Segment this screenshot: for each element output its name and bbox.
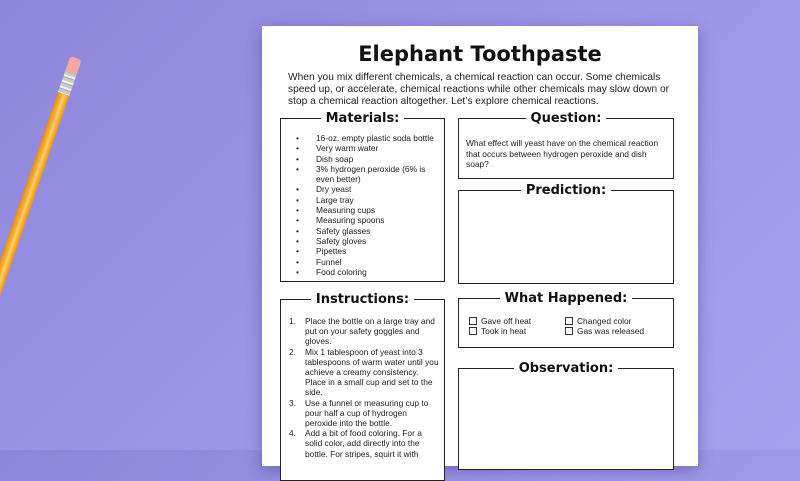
pencil-icon xyxy=(0,56,82,410)
list-item: • Measuring spoons xyxy=(291,215,441,225)
step-number: 2. xyxy=(289,346,296,357)
worksheet xyxy=(262,26,698,466)
list-item: • Very warm water xyxy=(291,143,441,153)
option-label: Gave off heat xyxy=(481,316,532,326)
option-gave-off-heat[interactable] xyxy=(469,316,531,326)
pencil-body xyxy=(0,92,69,376)
worksheet-title: Elephant Toothpaste xyxy=(358,42,602,66)
step-number: 1. xyxy=(289,316,296,326)
prediction-box xyxy=(458,183,674,284)
question-text: What effect will yeast have on the chemical reaction that occurs between hydrogen peroxide and dish soap? xyxy=(466,138,659,169)
materials-box xyxy=(280,111,445,282)
option-changed-color[interactable] xyxy=(565,316,631,326)
list-item: • Pipettes xyxy=(291,246,441,256)
list-item: • Dish soap xyxy=(291,154,441,164)
step-text: Place the bottle on a large tray and put on your safety goggles and gloves. xyxy=(305,316,435,347)
list-item: • Funnel xyxy=(291,257,441,267)
list-item xyxy=(289,316,439,347)
list-item: • Safety glasses xyxy=(291,226,441,236)
list-item: • Dry yeast xyxy=(291,184,441,194)
list-item xyxy=(289,428,439,459)
step-text: Use a funnel or measuring cup to pour half a cup of hydrogen peroxide into the bottle. xyxy=(305,397,429,429)
list-item xyxy=(289,398,439,429)
checkbox[interactable] xyxy=(565,317,573,325)
instructions-heading: Instructions: xyxy=(311,292,414,307)
step-text: Mix 1 tablespoon of yeast into 3 tablespoons of warm water until you achieve a creamy consistency. Place in a small cup and set to the side. xyxy=(305,346,439,398)
step-number: 3. xyxy=(289,397,296,408)
observation-box xyxy=(458,361,674,470)
question-heading: Question: xyxy=(526,111,607,126)
list-item: • Measuring cups xyxy=(291,205,441,215)
list-item: • 16-oz. empty plastic soda bottle xyxy=(291,133,441,143)
step-text: Add a bit of food coloring. For a solid color, add directly into the bottle. For stripes, squirt it with xyxy=(305,428,422,459)
list-item: • 3% hydrogen peroxide (6% is even better) xyxy=(291,164,441,185)
list-item: • Large tray xyxy=(291,195,441,205)
checkbox[interactable] xyxy=(469,317,477,325)
question-box xyxy=(458,111,674,179)
list-item: • Food coloring xyxy=(291,267,441,277)
option-label: Changed color xyxy=(577,316,632,326)
what-happened-box xyxy=(458,291,674,348)
step-number: 4. xyxy=(289,428,296,439)
materials-heading: Materials: xyxy=(321,111,405,126)
checkbox[interactable] xyxy=(565,327,573,335)
instructions-box xyxy=(280,292,445,481)
what-happened-heading: What Happened: xyxy=(500,291,633,306)
list-item xyxy=(289,347,439,398)
option-label: Took in heat xyxy=(481,326,527,336)
option-gas-was-released[interactable] xyxy=(565,326,644,336)
list-item: • Safety gloves xyxy=(291,236,441,246)
intro-paragraph: When you mix different chemicals, a chemical reaction can occur. Some chemicals speed up, or accelerate, chemical reactions while other chemicals may slow down or stop a chemical reaction altogether. Let’s explore chemical reactions. xyxy=(288,72,670,107)
observation-heading: Observation: xyxy=(514,361,619,376)
option-took-in-heat[interactable] xyxy=(469,326,526,336)
prediction-heading: Prediction: xyxy=(521,183,611,198)
checkbox[interactable] xyxy=(469,327,477,335)
instructions-list xyxy=(289,316,439,459)
materials-list xyxy=(291,133,441,277)
option-label: Gas was released xyxy=(577,326,645,336)
